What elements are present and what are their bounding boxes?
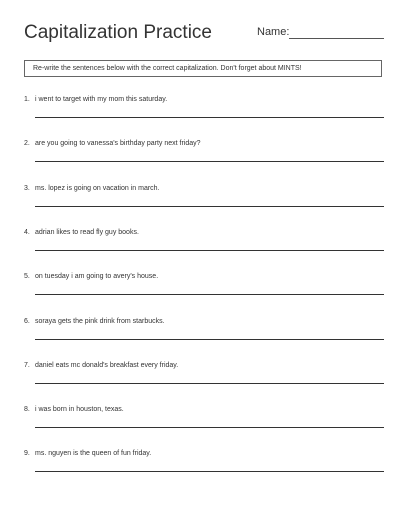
answer-line[interactable] xyxy=(35,427,384,428)
question-number: 5. xyxy=(24,273,30,280)
question-number: 4. xyxy=(24,229,30,236)
question-text: on tuesday i am going to avery's house. xyxy=(35,273,159,280)
answer-line[interactable] xyxy=(35,161,384,162)
name-label: Name: xyxy=(257,26,290,38)
answer-line[interactable] xyxy=(35,250,384,251)
question-number: 2. xyxy=(24,140,30,147)
question-text: daniel eats mc donald's breakfast every friday. xyxy=(35,362,179,369)
answer-line[interactable] xyxy=(35,339,384,340)
question-number: 1. xyxy=(24,96,30,103)
question-number: 6. xyxy=(24,318,30,325)
answer-line[interactable] xyxy=(35,294,384,295)
question-text: soraya gets the pink drink from starbucks. xyxy=(35,318,165,325)
question-text: ms. lopez is going on vacation in march. xyxy=(35,185,160,192)
answer-line[interactable] xyxy=(35,117,384,118)
question-number: 3. xyxy=(24,185,30,192)
question-text: i was born in houston, texas. xyxy=(35,406,124,413)
question-number: 7. xyxy=(24,362,30,369)
answer-line[interactable] xyxy=(35,383,384,384)
question-text: ms. nguyen is the queen of fun friday. xyxy=(35,450,152,457)
question-number: 9. xyxy=(24,450,30,457)
name-field[interactable] xyxy=(289,38,384,39)
question-number: 8. xyxy=(24,406,30,413)
answer-line[interactable] xyxy=(35,471,384,472)
instructions-box: Re-write the sentences below with the correct capitalization. Don't forget about MINTS! xyxy=(24,60,382,77)
question-text: are you going to vanessa's birthday party next friday? xyxy=(35,140,201,147)
question-text: i went to target with my mom this saturday. xyxy=(35,96,168,103)
answer-line[interactable] xyxy=(35,206,384,207)
worksheet-title: Capitalization Practice xyxy=(24,22,212,43)
question-text: adrian likes to read fly guy books. xyxy=(35,229,139,236)
